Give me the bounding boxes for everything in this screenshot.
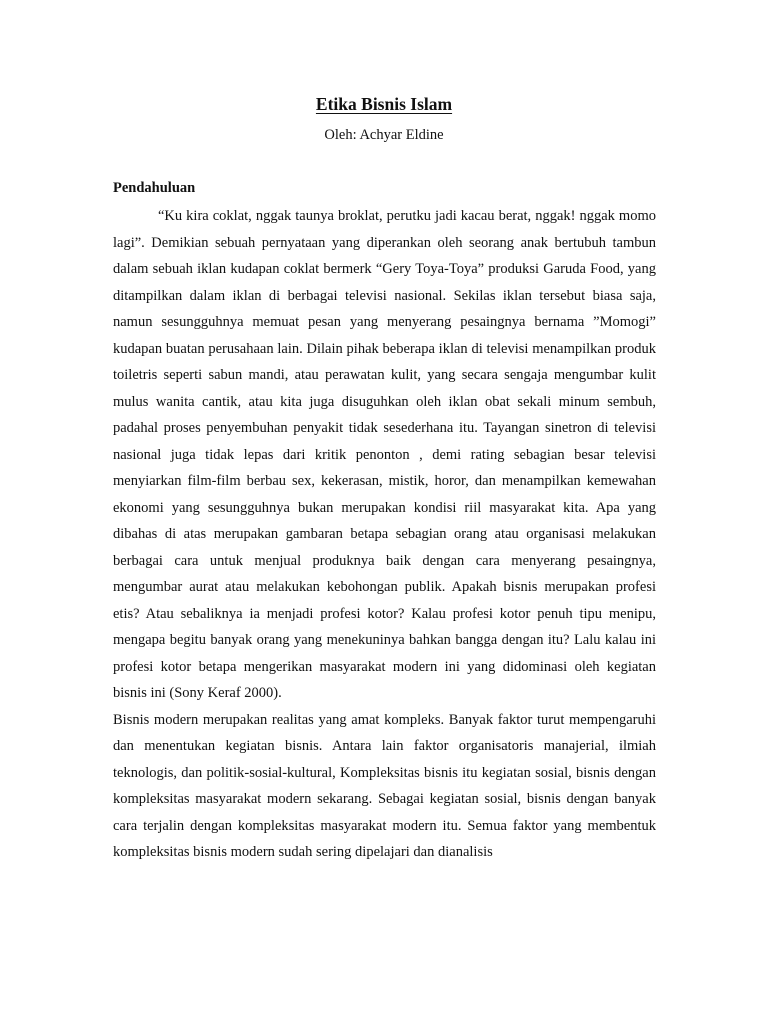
section-heading: Pendahuluan (113, 180, 196, 196)
document-title: Etika Bisnis Islam (315, 94, 453, 114)
author-line: Oleh: Achyar Eldine (324, 127, 444, 143)
body-text (113, 203, 656, 866)
paragraph-intro: “Ku kira coklat, nggak taunya broklat, perutku jadi kacau berat, nggak! nggak momo lagi”. Demikian sebuah pernyataan yang diperankan oleh seorang anak bertubuh tambun dalam sebuah iklan kudapan coklat bermerk “Gery Toya-Toya” produksi Garuda Food, yang ditampilkan dalam iklan di berbagai televisi nasional. Sekilas iklan tersebut biasa saja, namun sesungguhnya memuat pesan yang menyerang pesaingnya bernama ”Momogi” kudapan buatan perusahaan lain. Dilain pihak beberapa iklan di televisi menampilkan produk toiletris seperti sabun mandi, atau perawatan kulit, yang secara sengaja mengumbar kulit mulus wanita cantik, atau kita juga disuguhkan oleh iklan obat sekali minum sembuh, padahal proses penyembuhan penyakit tidak sesederhana itu. Tayangan sinetron di televisi nasional juga tidak lepas dari kritik penonton , demi rating sebagian besar televisi menyiarkan film-film berbau sex, kekerasan, mistik, horor, dan menampilkan kemewahan ekonomi yang sesungguhnya bukan merupakan kondisi riil masyarakat kita. Apa yang dibahas di atas merupakan gambaran betapa sebagian orang atau organisasi melakukan berbagai cara untuk menjual produknya baik dengan cara menyerang pesaingnya, mengumbar aurat atau melakukan kebohongan publik. Apakah bisnis merupakan profesi etis? Atau sebaliknya ia menjadi profesi kotor? Kalau profesi kotor penuh tipu menipu, mengapa begitu banyak orang yang menekuninya bahkan bangga dengan itu? Lalu kalau ini profesi kotor betapa mengerikan masyarakat modern ini yang didominasi oleh kegiatan bisnis ini (Sony Keraf 2000). (113, 208, 656, 701)
paragraph-modern-business: Bisnis modern merupakan realitas yang amat kompleks. Banyak faktor turut mempengaruhi dan menentukan kegiatan bisnis. Antara lain faktor organisatoris manajerial, ilmiah teknologis, dan politik-sosial-kultural, Kompleksitas bisnis itu kegiatan sosial, bisnis dengan kompleksitas masyarakat modern sekarang. Sebagai kegiatan sosial, bisnis dengan banyak cara terjalin dengan kompleksitas masyarakat modern itu. Semua faktor yang membentuk kompleksitas bisnis modern sudah sering dipelajari dan dianalisis (113, 711, 656, 860)
